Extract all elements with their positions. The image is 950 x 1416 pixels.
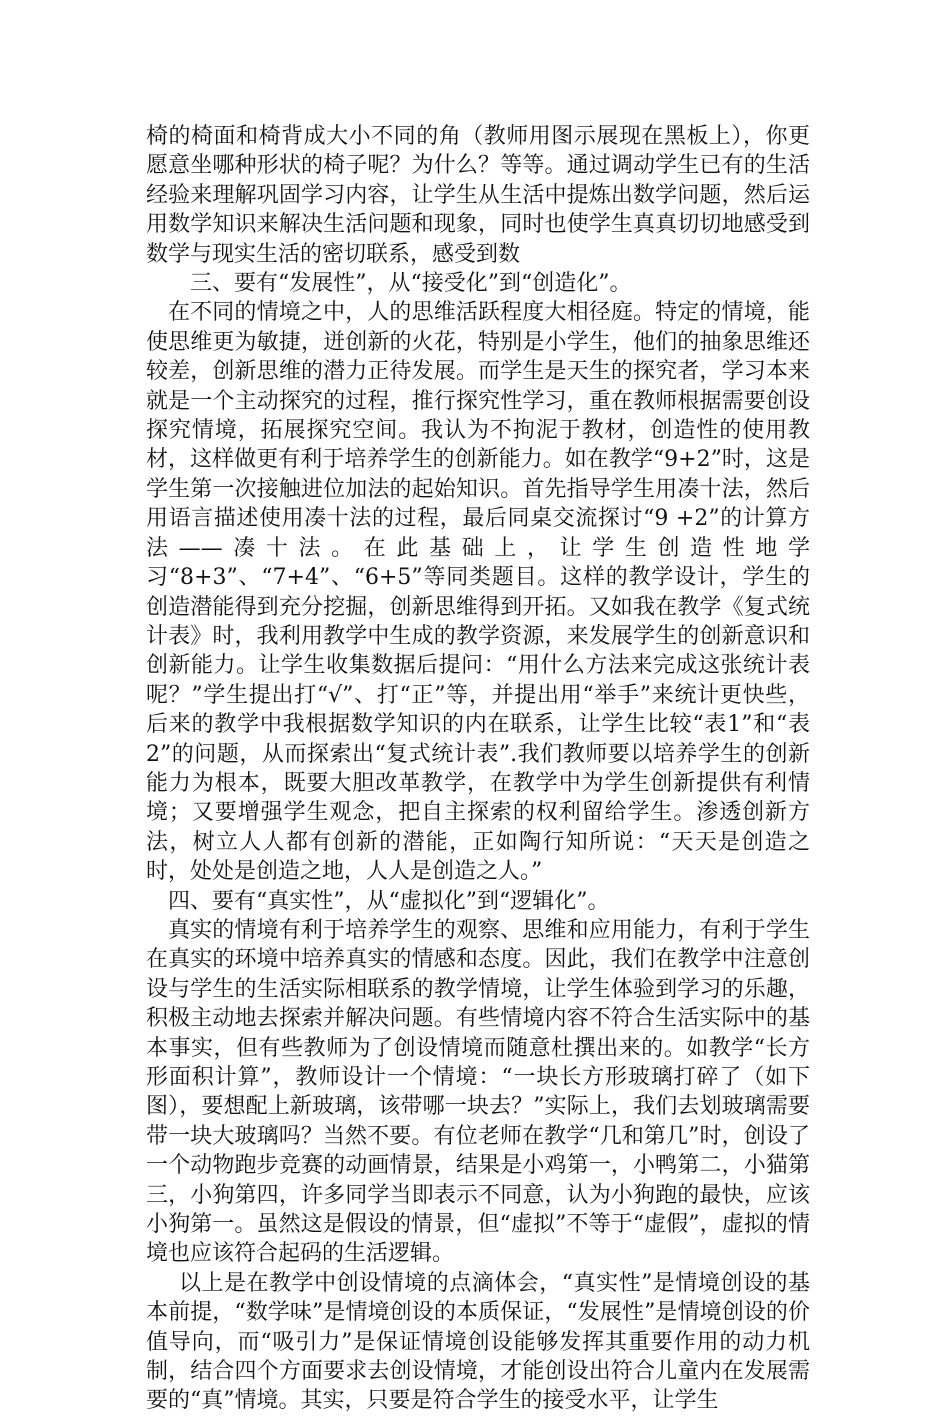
paragraph-reality: 真实的情境有利于培养学生的观察、思维和应用能力，有利于学生在真实的环境中培养真实的情感和态度。因此，我们在教学中注意创设与学生的生活实际相联系的教学情境，让学生体验到学习的乐趣，积极主动地去探索并解决问题。有些情境内容不符合生活实际中的基本事实，但有些教师为了创设情境而随意杜撰出来的。如教学“长方形面积计算”，教师设计一个情境：“一块长方形玻璃打碎了（如下图），要想配上新玻璃，该带哪一块去？”实际上，我们去划玻璃需要带一块大玻璃吗？当然不要。有位老师在教学“几和第几”时，创设了一个动物跑步竞赛的动画情景，结果是小鸡第一，小鸭第二，小猫第三，小狗第四，许多同学当即表示不同意，认为小狗跑的最快，应该小狗第一。虽然这是假设的情景，但“虚拟”不等于“虚假”，虚拟的情境也应该符合起码的生活逻辑。 [146,917,810,1267]
section-heading-three: 三、要有“发展性”，从“接受化”到“创造化”。 [190,271,632,297]
document-body [146,122,810,1416]
paragraph-conclusion: 以上是在教学中创设情境的点滴体会，“真实性”是情境创设的基本前提，“数学味”是情境创设的本质保证，“发展性”是情境创设的价值导向，而“吸引力”是保证情境创设能够发挥其重要作用的动力机制，结合四个方面要求去创设情境，才能创设出符合儿童内在发展需要的“真”情境。其实，只要是符合学生的接受水平，让学生 [146,1270,810,1414]
paragraph-continuation: 椅的椅面和椅背成大小不同的角（教师用图示展现在黑板上），你更愿意坐哪种形状的椅子呢？为什么？等等。通过调动学生已有的生活经验来理解巩固学习内容，让学生从生活中提炼出数学问题，然后运用数学知识来解决生活问题和现象，同时也使学生真真切切地感受到数学与现实生活的密切联系，感受到数 [146,124,810,267]
section-heading-four: 四、要有“真实性”，从“虚拟化”到“逻辑化”。 [168,888,610,914]
paragraph-development: 在不同的情境之中，人的思维活跃程度大相径庭。特定的情境，能使思维更为敏捷，迸创新的火花，特别是小学生，他们的抽象思维还较差，创新思维的潜力正待发展。而学生是天生的探究者，学习本来就是一个主动探究的过程，推行探究性学习，重在教师根据需要创设探究情境，拓展探究空间。我认为不拘泥于教材，创造性的使用教材，这样做更有利于培养学生的创新能力。如在教学“9+2”时，这是学生第一次接触进位加法的起始知识。首先指导学生用凑十法，然后用语言描述使用凑十法的过程，最后同桌交流探讨“9 +2”的计算方法——凑十法。在此基础上，让学生创造性地学习“8+3”、“7+4”、“6+5”等同类题目。这样的教学设计，学生的创造潜能得到充分挖掘，创新思维得到开拓。又如我在教学《复式统计表》时，我利用教学中生成的教学资源，来发展学生的创新意识和创新能力。让学生收集数据后提问：“用什么方法来完成这张统计表呢？”学生提出打“√”、打“正”等，并提出用“举手”来统计更快些，后来的教学中我根据数学知识的内在联系，让学生比较“表1”和“表2”的问题，从而探索出“复式统计表”.我们教师要以培养学生的创新能力为根本，既要大胆改革教学，在教学中为学生创新提供有利情境；又要增强学生观念，把自主探索的权利留给学生。渗透创新方法，树立人人都有创新的潜能，正如陶行知所说：“天天是创造之时，处处是创造之地，人人是创造之人。” [146,300,810,885]
